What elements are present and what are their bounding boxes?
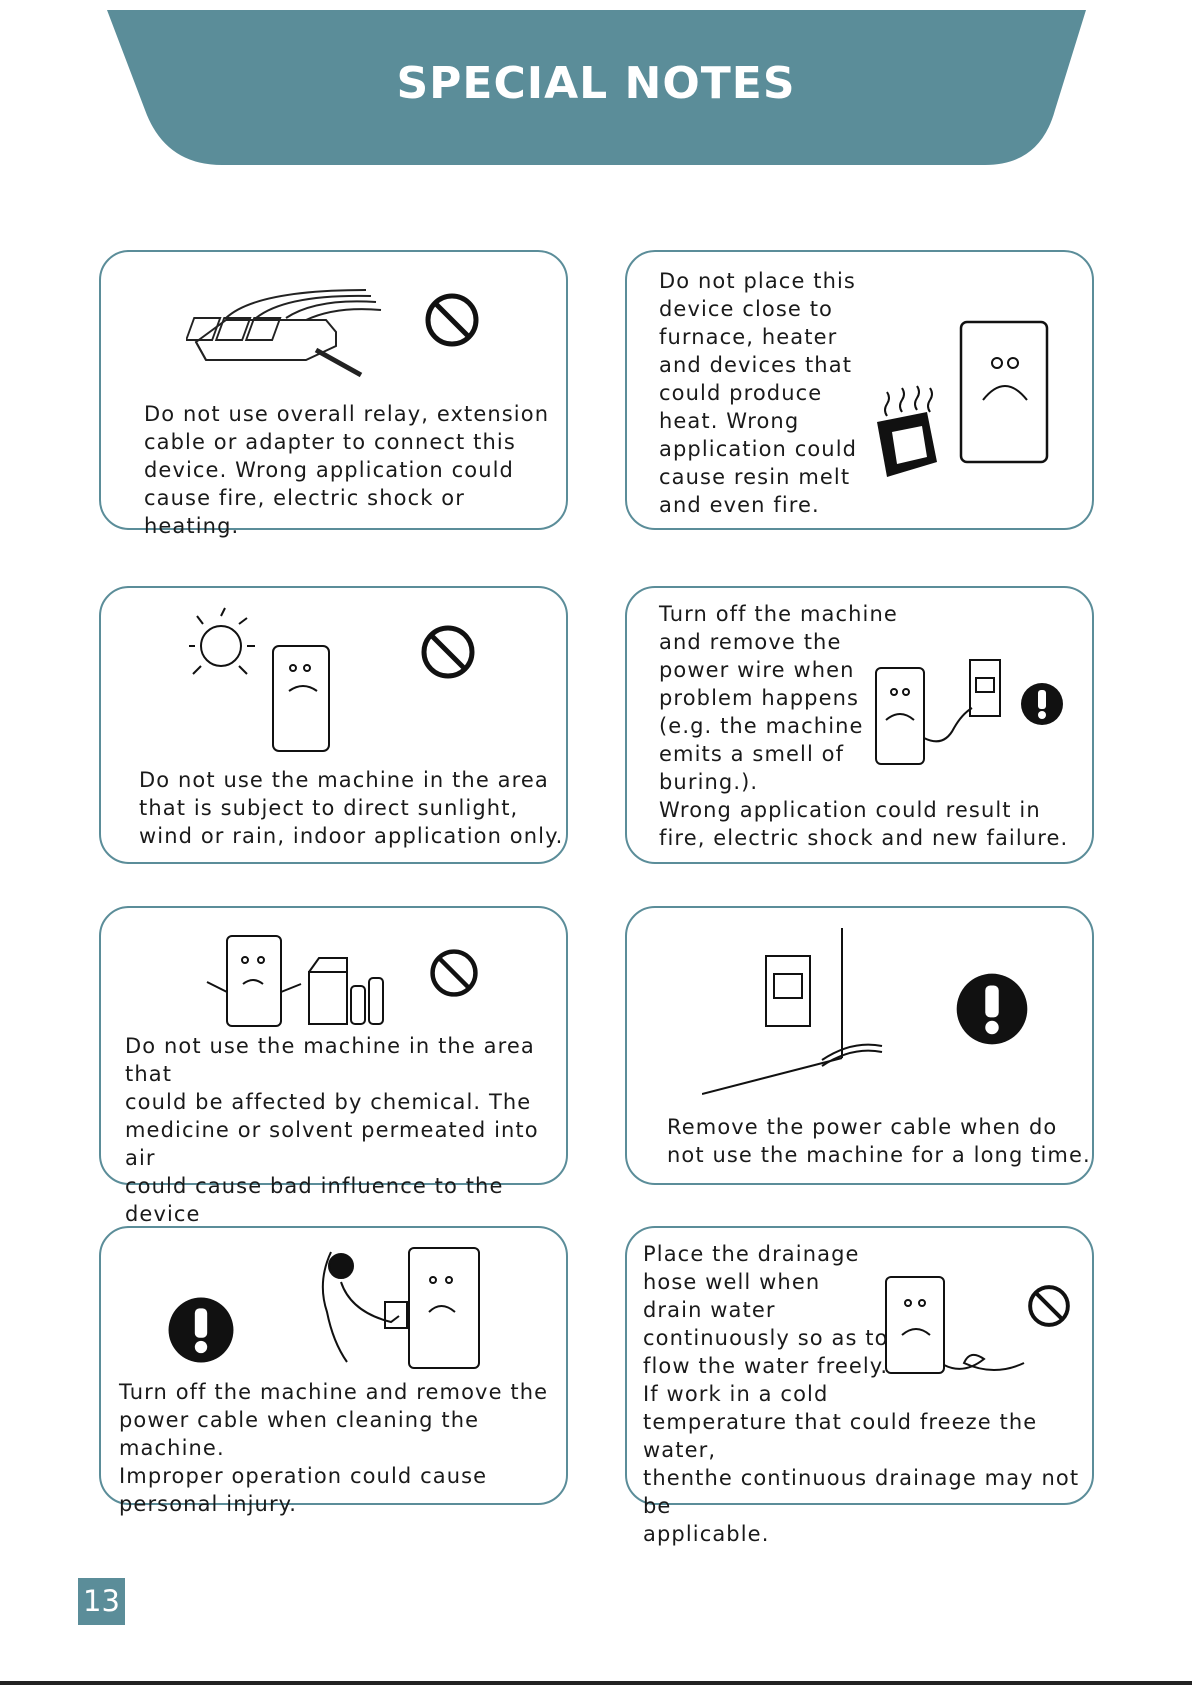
- warning-icon: [167, 1296, 235, 1364]
- prohibited-icon: [424, 292, 480, 348]
- note-card-heat-source: [625, 250, 1094, 530]
- note-text: Do not place this device close to furnace, heater and devices that could produce heat. Wrong application could cause resin melt and even fire.: [659, 269, 858, 517]
- cleaning-person-illustration: [311, 1242, 491, 1372]
- power-strip-illustration: [186, 280, 406, 380]
- header-banner: [0, 0, 1192, 170]
- note-text: Place the drainage hose well when drain water continuously so as to flow the water freely. If work in a cold temperature that could freeze the water, thenthe continuous drainage may not be applicable.: [643, 1242, 1080, 1546]
- note-card-extension-cable: [99, 250, 568, 538]
- prohibited-icon: [1027, 1284, 1071, 1328]
- note-card-remove-cable: [625, 906, 1094, 1185]
- machine-plug-illustration: [872, 658, 1002, 768]
- note-text: Turn off the machine and remove the power wire when problem happens (e.g. the machine emits a smell of buring.). Wrong application could result in fire, electric shock and new failure.: [659, 602, 1069, 850]
- wall-outlet-illustration: [702, 926, 902, 1096]
- note-card-sunlight: [99, 586, 568, 864]
- prohibited-icon: [420, 624, 476, 680]
- warning-icon: [1020, 682, 1064, 726]
- note-text: Turn off the machine and remove the power cable when cleaning the machine. Improper operation could cause personal injury.: [119, 1380, 549, 1516]
- note-card-cleaning: [99, 1226, 568, 1516]
- note-card-turn-off: [625, 586, 1094, 864]
- chemical-illustration: [187, 922, 397, 1032]
- note-text: Do not use the machine in the area that could be affected by chemical. The medicine or solvent permeated into air could cause bad influence to the device: [125, 1034, 539, 1226]
- page-title: SPECIAL NOTES: [396, 58, 796, 109]
- note-text: Remove the power cable when do not use the machine for a long time.: [667, 1115, 1091, 1167]
- note-card-chemical: [99, 906, 568, 1226]
- warning-icon: [955, 972, 1029, 1046]
- heater-illustration: [867, 382, 947, 482]
- note-text: Do not use overall relay, extension cable or adapter to connect this device. Wrong application could cause fire, electric shock or heating.: [144, 402, 550, 538]
- note-card-drainage: [625, 1226, 1094, 1546]
- bottom-rule: [0, 1681, 1192, 1685]
- machine-illustration: [957, 318, 1052, 468]
- page-number: 13: [78, 1578, 125, 1625]
- note-text: Do not use the machine in the area that is subject to direct sunlight, wind or rain, indoor application only.: [139, 768, 564, 848]
- drainage-hose-illustration: [882, 1273, 1032, 1383]
- prohibited-icon: [429, 948, 479, 998]
- sun-machine-illustration: [189, 606, 359, 756]
